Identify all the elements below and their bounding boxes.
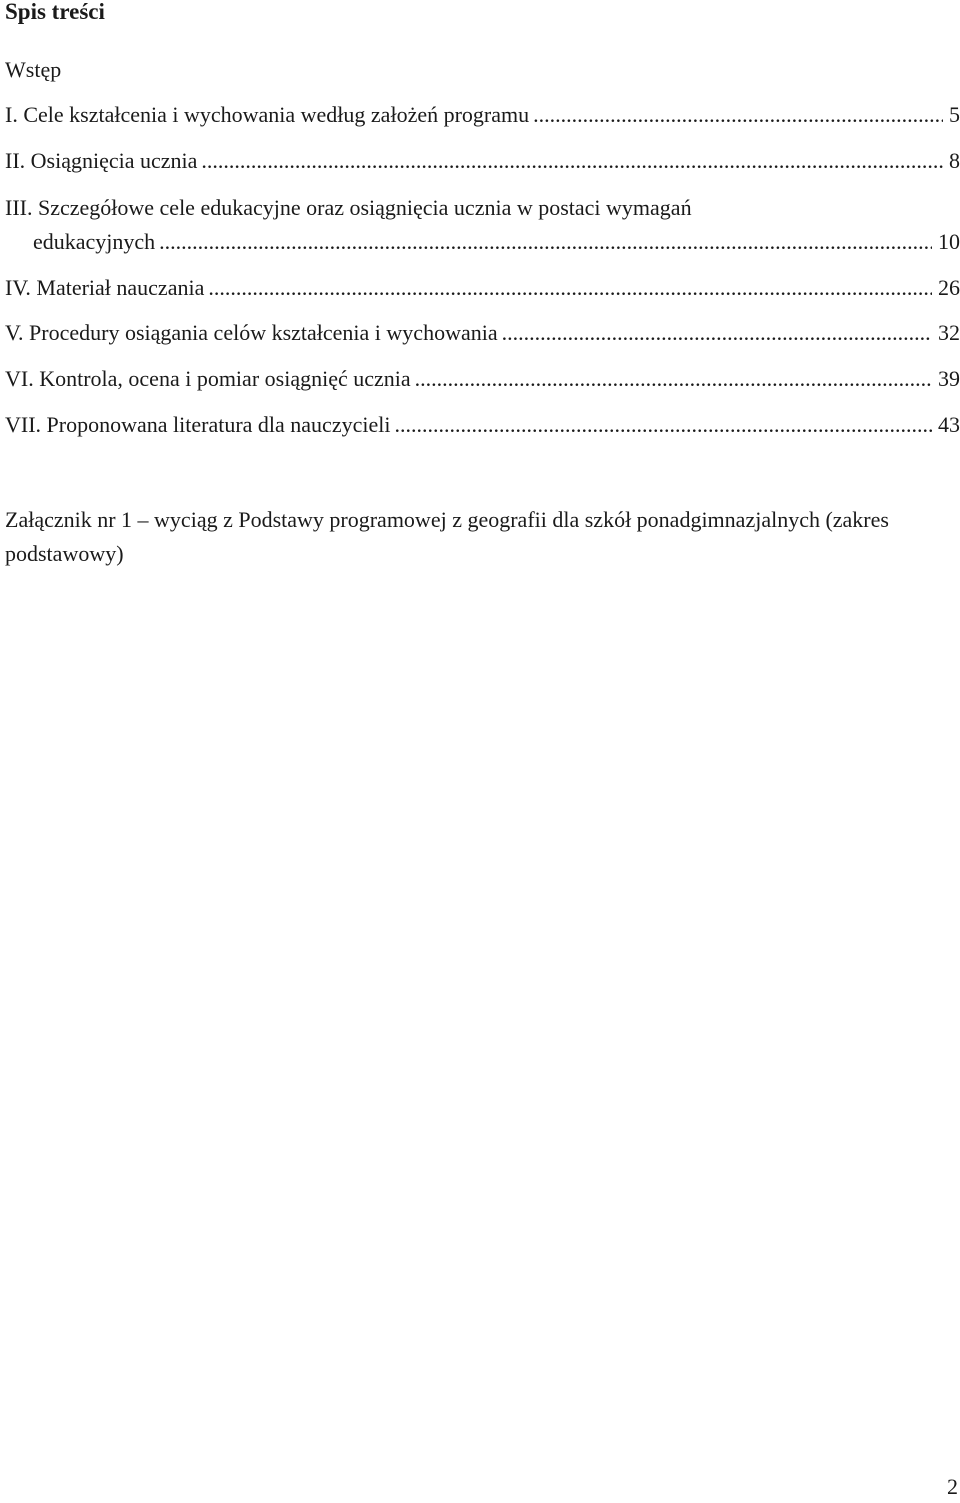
toc-leader (415, 364, 932, 394)
toc-entry-7[interactable] (5, 410, 960, 440)
toc-entry-3-line2[interactable] (33, 227, 960, 257)
toc-leader (394, 410, 932, 440)
toc-entry-page: 26 (938, 275, 960, 300)
toc-entry-2[interactable] (5, 146, 960, 176)
toc-leader (533, 100, 943, 130)
toc-entry-text: IV. Materiał nauczania (5, 275, 205, 300)
toc-entry-page: 8 (949, 148, 960, 173)
toc-entry-text: edukacyjnych (33, 229, 156, 254)
toc-entry-4[interactable] (5, 273, 960, 303)
toc-entry-text: I. Cele kształcenia i wychowania według założeń programu (5, 102, 530, 127)
toc-entry-page: 43 (938, 412, 960, 437)
toc-entry-text: V. Procedury osiągania celów kształcenia i wychowania (5, 320, 498, 345)
page-number: 2 (947, 1474, 958, 1499)
page-title: Spis treści (5, 0, 105, 24)
toc-intro[interactable]: Wstęp (5, 57, 62, 82)
toc-leader (201, 146, 943, 176)
toc-entry-page: 39 (938, 366, 960, 391)
toc-entry-text: VI. Kontrola, ocena i pomiar osiągnięć ucznia (5, 366, 411, 391)
toc-leader (159, 227, 932, 257)
toc-entry-page: 32 (938, 320, 960, 345)
appendix-entry[interactable]: Załącznik nr 1 – wyciąg z Podstawy programowej z geografii dla szkół ponadgimnazjalnych (zakres podstawowy) (5, 507, 889, 566)
toc-entry-5[interactable] (5, 318, 960, 348)
toc-entry-page: 5 (949, 102, 960, 127)
toc-entry-text: VII. Proponowana literatura dla nauczycieli (5, 412, 391, 437)
toc-leader (208, 273, 932, 303)
toc-entry-6[interactable] (5, 364, 960, 394)
toc-leader (502, 318, 932, 348)
toc-entry-1[interactable] (5, 100, 960, 130)
toc-entry-text: II. Osiągnięcia ucznia (5, 148, 198, 173)
toc-entry-3-line1[interactable]: III. Szczegółowe cele edukacyjne oraz osiągnięcia ucznia w postaci wymagań (5, 195, 692, 220)
toc-entry-page: 10 (938, 229, 960, 254)
